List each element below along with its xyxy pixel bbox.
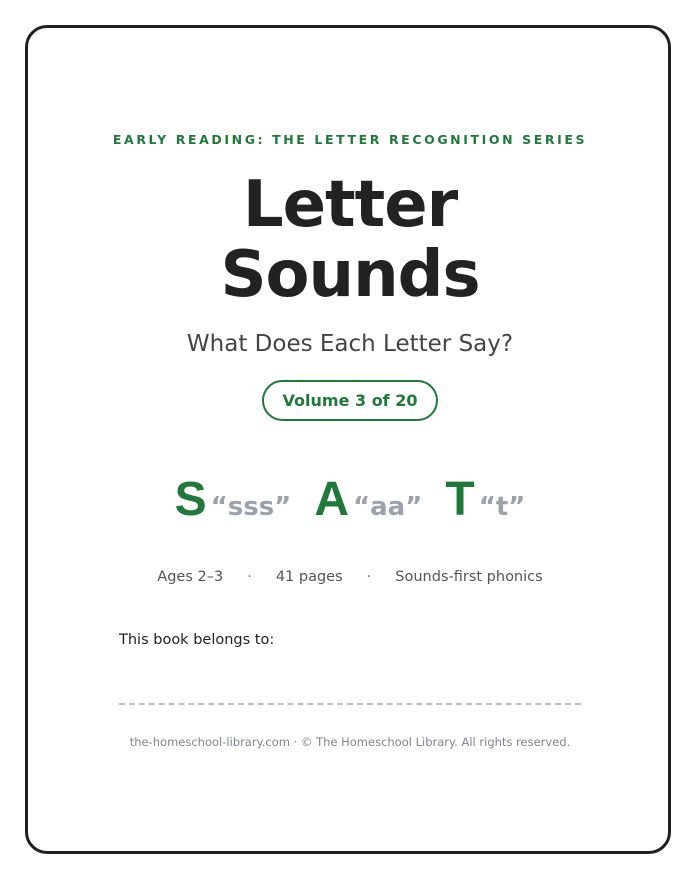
letter-group-s	[175, 472, 292, 527]
name-write-line	[119, 703, 581, 705]
title-line-2: Sounds	[220, 238, 480, 312]
letter-sound: “aa”	[353, 492, 423, 522]
title-line-1: Letter	[242, 168, 458, 242]
letter-group-a	[314, 472, 422, 527]
book-title	[0, 170, 700, 310]
letter-sound: “sss”	[210, 492, 292, 522]
book-meta	[0, 569, 700, 585]
letter: S	[174, 473, 207, 526]
volume-badge: Volume 3 of 20	[262, 380, 438, 421]
footer-copyright: the-homeschool-library.com · © The Homeschool Library. All rights reserved.	[129, 735, 571, 749]
letter: A	[314, 473, 350, 526]
meta-pages: 41 pages	[275, 569, 343, 585]
book-cover-card	[25, 25, 671, 854]
belongs-to-label: This book belongs to:	[119, 632, 275, 648]
letter-sounds-row	[0, 472, 700, 527]
letter-sound: “t”	[478, 492, 526, 522]
meta-approach: Sounds-first phonics	[395, 569, 543, 585]
book-subtitle: What Does Each Letter Say?	[186, 331, 514, 357]
series-label: EARLY READING: THE LETTER RECOGNITION SERIES	[112, 132, 588, 147]
letter-group-t	[445, 472, 525, 527]
meta-ages: Ages 2–3	[157, 569, 224, 585]
meta-separator: ·	[366, 569, 372, 585]
meta-separator: ·	[247, 569, 252, 585]
letter: T	[445, 473, 475, 526]
